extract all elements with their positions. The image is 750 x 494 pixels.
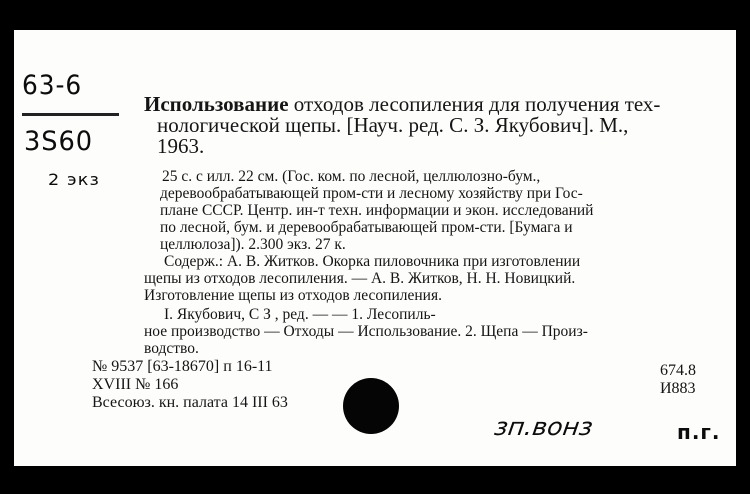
shelfmark-top: 63-6 — [22, 70, 83, 101]
title-line-2: нологической щепы. [Науч. ред. С. З. Якубович]. М., — [157, 113, 629, 137]
description-line: 25 с. с илл. 22 см. (Гос. ком. по лесной, целлюлозно-бум., — [162, 168, 541, 185]
contents-line: щепы из отходов лесопиления. — А. В. Житков, Н. Н. Новицкий. — [144, 270, 576, 287]
classification-code: 674.8 — [660, 362, 696, 379]
title-keyword: Использование — [144, 92, 289, 116]
punch-hole — [343, 378, 399, 434]
description-line: целлюлоза]). 2.300 экз. 27 к. — [160, 236, 346, 253]
title-line-1-rest: отходов лесопиления для получения тех- — [288, 92, 661, 116]
contents-line: Содерж.: А. В. Житков. Окорка пиловочника при изготовлении — [164, 253, 581, 270]
handwritten-initials: п.г. — [677, 420, 721, 444]
registry-number: № 9537 [63-18670] п 16-11 — [92, 358, 273, 375]
author-mark: И883 — [660, 380, 696, 397]
publisher-line: Всесоюз. кн. палата 14 III 63 — [92, 394, 288, 411]
title-line-3: 1963. — [157, 134, 205, 158]
shelfmark-bottom: 3S60 — [24, 126, 94, 157]
description-line: деревообрабатывающей пром-сти и лесному хозяйству при Гос- — [160, 185, 583, 202]
tracing-line: I. Якубович, С З , ред. — — 1. Лесопиль- — [164, 306, 436, 323]
description-line: по лесной, бум. и деревообрабатывающей пром-сти. [Бумага и — [160, 219, 573, 236]
description-line: плане СССР. Центр. ин-т техн. информации и экон. исследований — [160, 202, 594, 219]
catalog-card — [14, 30, 736, 466]
title-block — [144, 94, 660, 157]
handwritten-signature: зп.вонз — [492, 413, 595, 441]
copies-stamp: 2 экз — [48, 170, 100, 189]
title-line-1 — [144, 94, 660, 115]
tracing-line: ное производство — Отходы — Использование. 2. Щепа — Произ- — [144, 323, 588, 340]
contents-line: Изготовление щепы из отходов лесопиления. — [144, 287, 442, 304]
shelfmark-divider — [22, 113, 119, 116]
tracing-line: водство. — [144, 340, 199, 357]
registry-series: XVIII № 166 — [92, 376, 179, 393]
